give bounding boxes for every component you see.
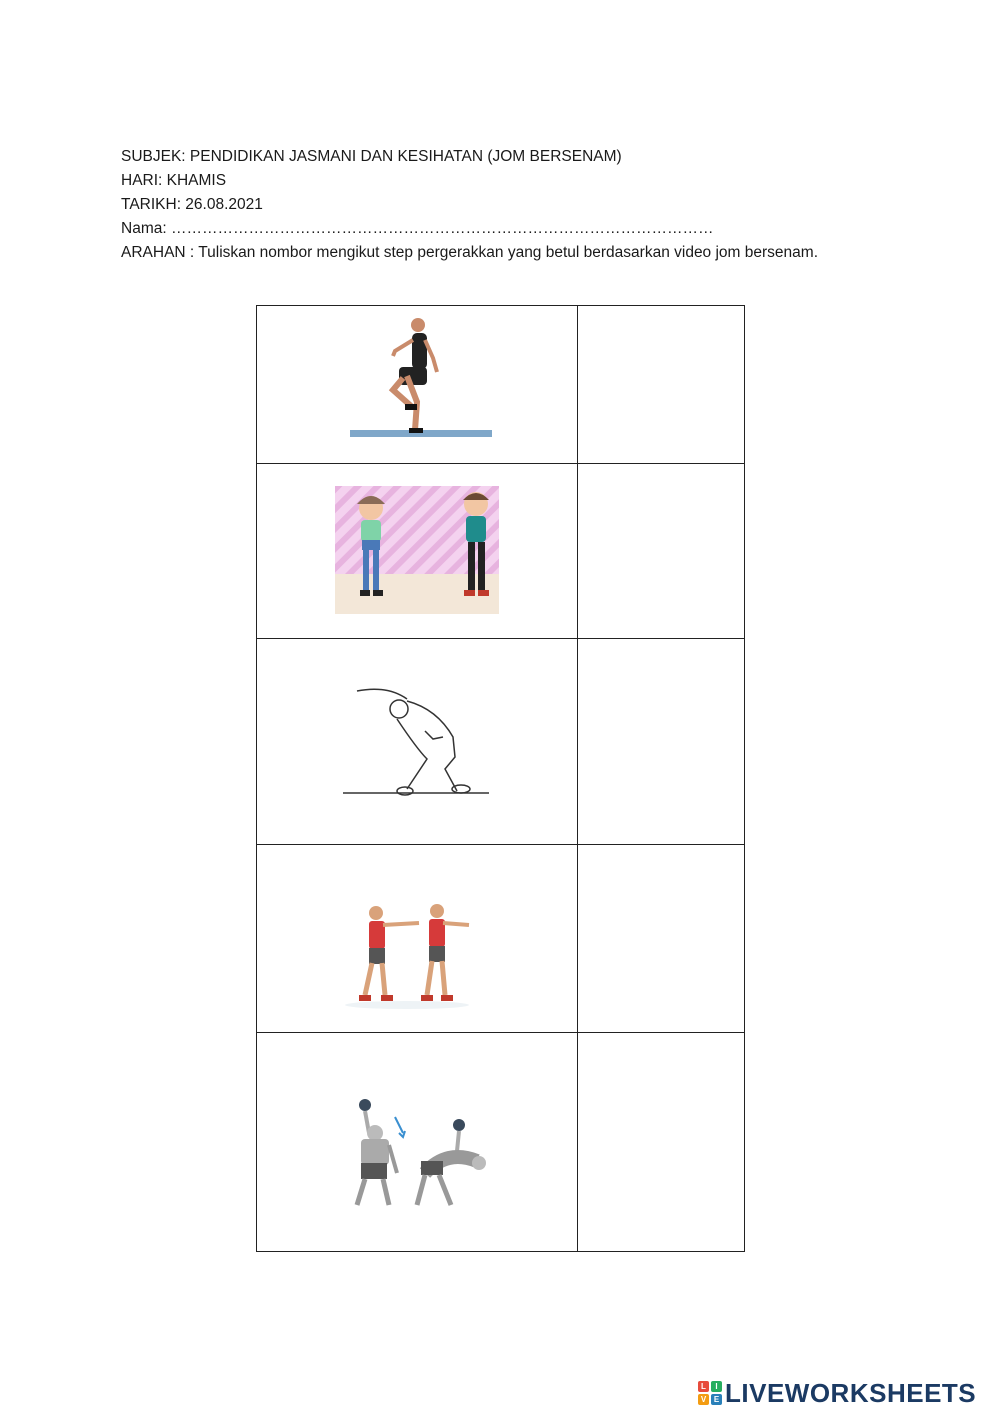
subject-line: SUBJEK: PENDIDIKAN JASMANI DAN KESIHATAN (JOM BERSENAM) [121,148,622,165]
table-row [257,1033,745,1252]
exercise-table [256,305,745,1252]
cross-body-punch-image [257,845,577,1033]
answer-input-3[interactable] [578,639,744,844]
side-bend-sketch-image [257,639,577,845]
answer-cell[interactable] [578,845,745,1033]
table-row [257,639,745,845]
answer-cell[interactable] [578,306,745,464]
worksheet-header [121,145,818,265]
logo-text: LIVEWORKSHEETS [725,1377,977,1408]
answer-input-1[interactable] [578,306,744,463]
table-row [257,464,745,639]
exercise-image-cell [257,1033,578,1252]
date-line: TARIKH: 26.08.2021 [121,196,263,213]
answer-input-5[interactable] [578,1033,744,1251]
cartoon-kids-image [257,464,577,639]
day-line: HARI: KHAMIS [121,172,227,189]
exercise-image-cell [257,845,578,1033]
exercise-image-cell [257,306,578,464]
liveworksheets-logo [698,1378,976,1408]
answer-input-4[interactable] [578,845,744,1032]
logo-blocks-icon: L I V E [698,1381,722,1405]
table-row [257,845,745,1033]
answer-cell[interactable] [578,639,745,845]
kettlebell-windmill-image [257,1033,577,1252]
table-row [257,306,745,464]
answer-cell[interactable] [578,464,745,639]
high-knee-march-image [257,306,577,464]
answer-cell[interactable] [578,1033,745,1252]
name-line: Nama: …………………………………………………………………………………………… [121,220,714,237]
instruction-line: ARAHAN : Tuliskan nombor mengikut step pergerakkan yang betul berdasarkan video jom bersenam. [121,244,819,261]
answer-input-2[interactable] [578,464,744,638]
exercise-image-cell [257,464,578,639]
exercise-image-cell [257,639,578,845]
